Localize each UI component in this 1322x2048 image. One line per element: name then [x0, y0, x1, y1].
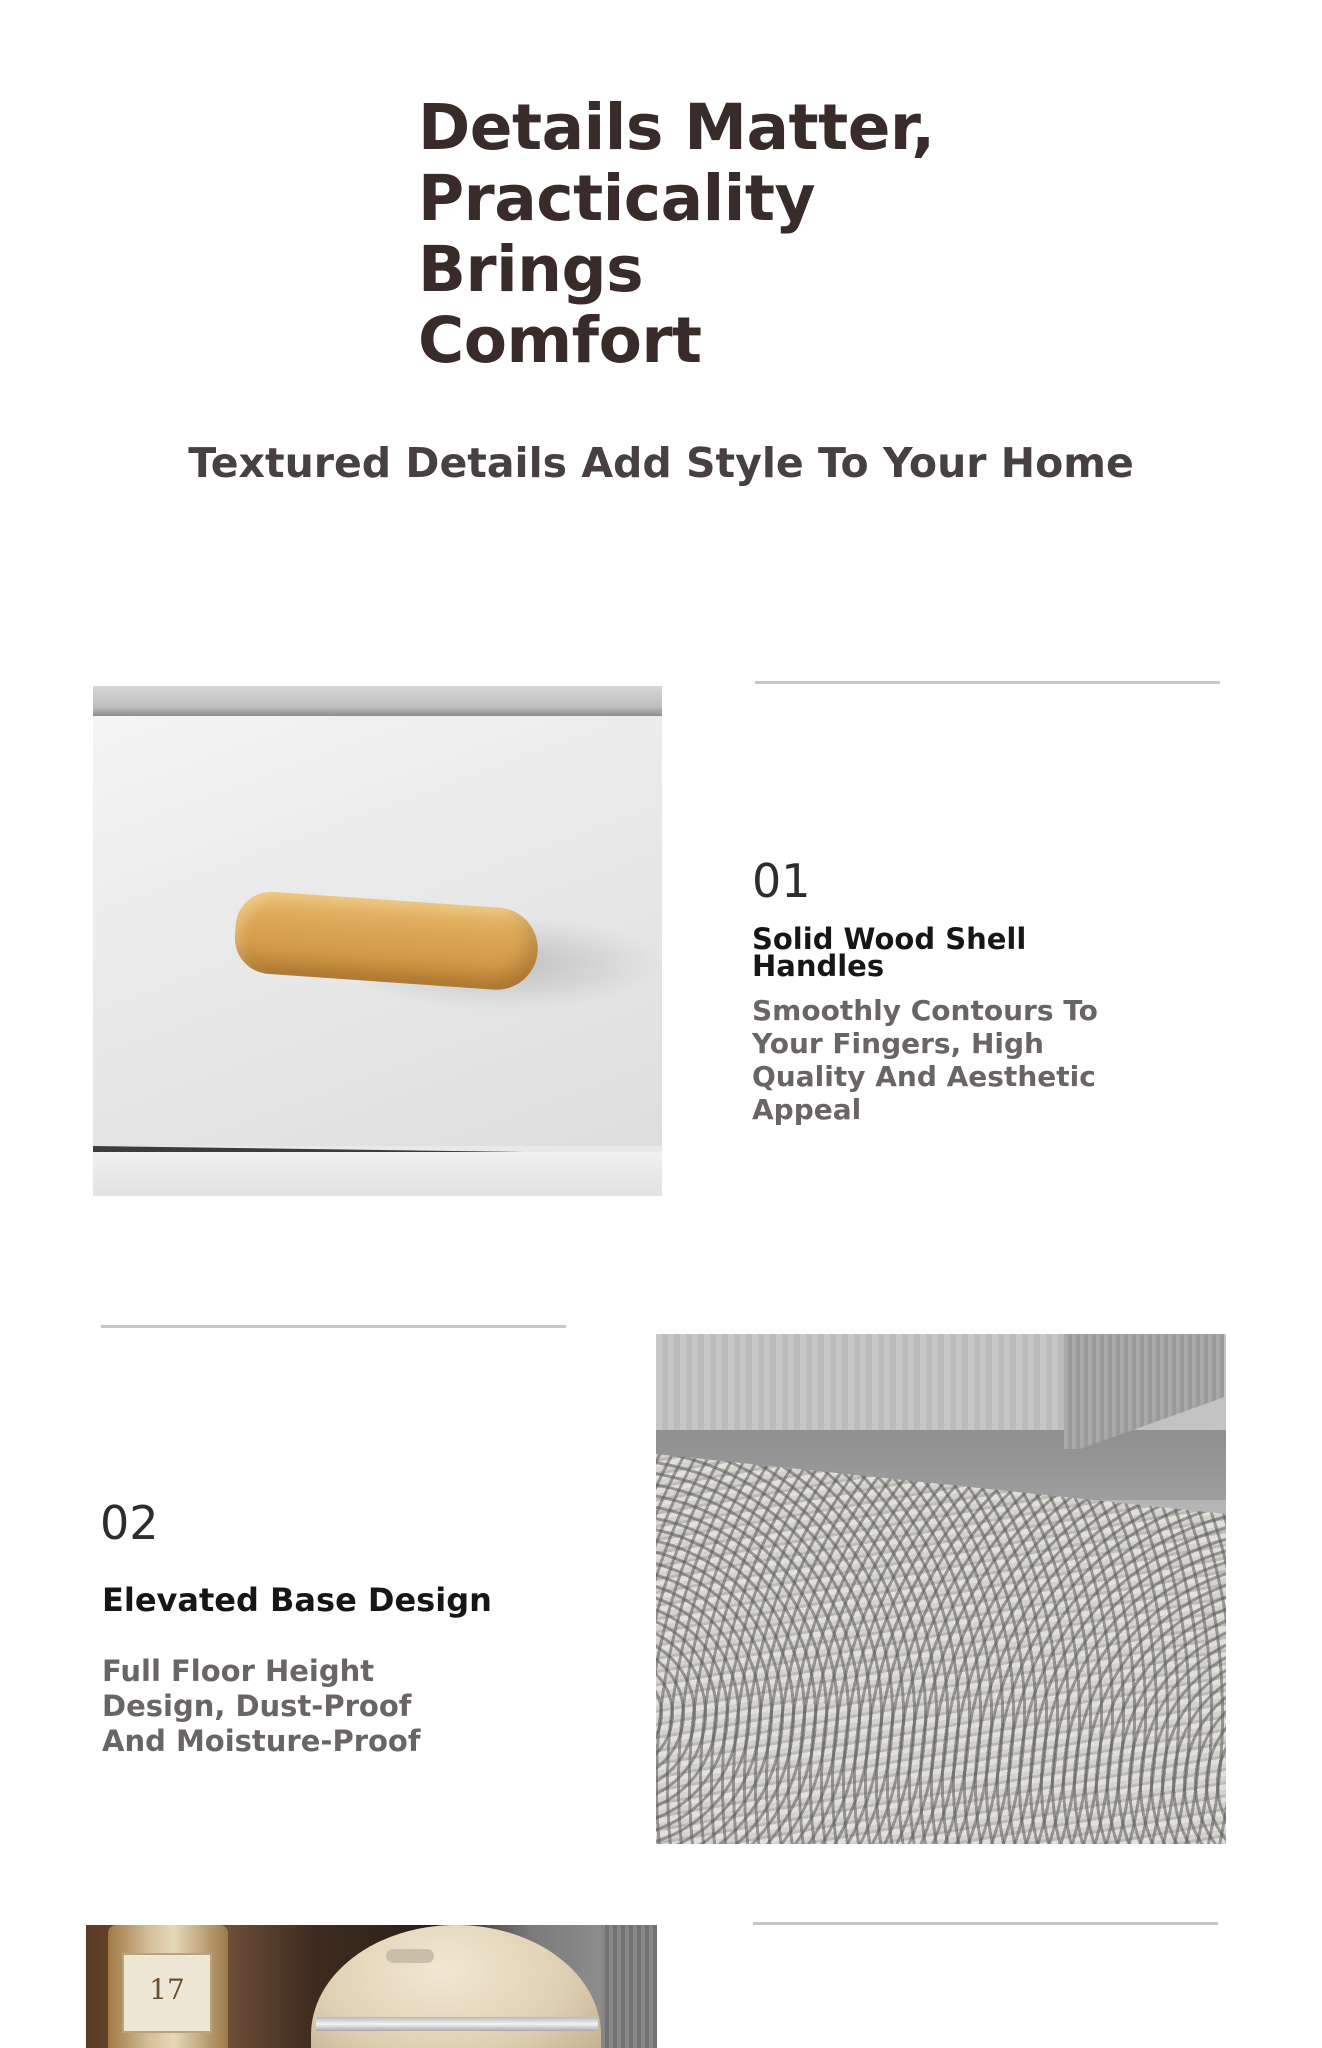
page-title-line: Comfort [418, 304, 702, 377]
page-title-line: Brings [418, 233, 644, 306]
feature-1-divider [755, 681, 1220, 684]
feature-2-desc-line: Full Floor Height [102, 1654, 375, 1688]
elevated-base-photo [656, 1334, 1226, 1844]
bottle-label: 17 [122, 1953, 212, 2033]
feature-2-number: 02 [100, 1496, 159, 1550]
cabinet-front-panel [656, 1334, 1066, 1434]
drawer-bottom-edge [93, 1152, 662, 1196]
textured-rug [656, 1454, 1226, 1844]
feature-1-title-line: Handles [752, 949, 885, 983]
feature-2-description [102, 1654, 420, 1759]
appliance-band [316, 2017, 598, 2031]
storage-compartment-photo [86, 1925, 657, 2048]
feature-3-divider [753, 1922, 1218, 1925]
feature-1-number: 01 [752, 854, 811, 908]
drawer-top-edge [93, 686, 662, 716]
feature-1-desc-line: Appeal [752, 1093, 862, 1126]
page-subtitle: Textured Details Add Style To Your Home [188, 439, 1134, 487]
feature-1-description [752, 994, 1098, 1126]
page-title-line: Practicality [418, 162, 816, 235]
feature-1-title [752, 922, 1027, 983]
feature-1-title-line: Solid Wood Shell [752, 922, 1027, 956]
feature-2-title-line: Elevated Base Design [102, 1581, 492, 1619]
feature-2-title [102, 1580, 492, 1620]
feature-2-desc-line: Design, Dust-Proof [102, 1689, 412, 1723]
cabinet-side-panel [601, 1925, 657, 2048]
feature-2-desc-line: And Moisture-Proof [102, 1724, 421, 1758]
feature-1-desc-line: Quality And Aesthetic [752, 1060, 1096, 1093]
appliance-badge [386, 1949, 434, 1963]
page-title-line: Details Matter, [418, 91, 935, 164]
feature-2-divider [101, 1325, 566, 1328]
drawer-handle-photo [93, 686, 662, 1196]
page-title [418, 91, 935, 377]
feature-1-desc-line: Smoothly Contours To [752, 994, 1098, 1027]
feature-1-desc-line: Your Fingers, High [752, 1027, 1044, 1060]
